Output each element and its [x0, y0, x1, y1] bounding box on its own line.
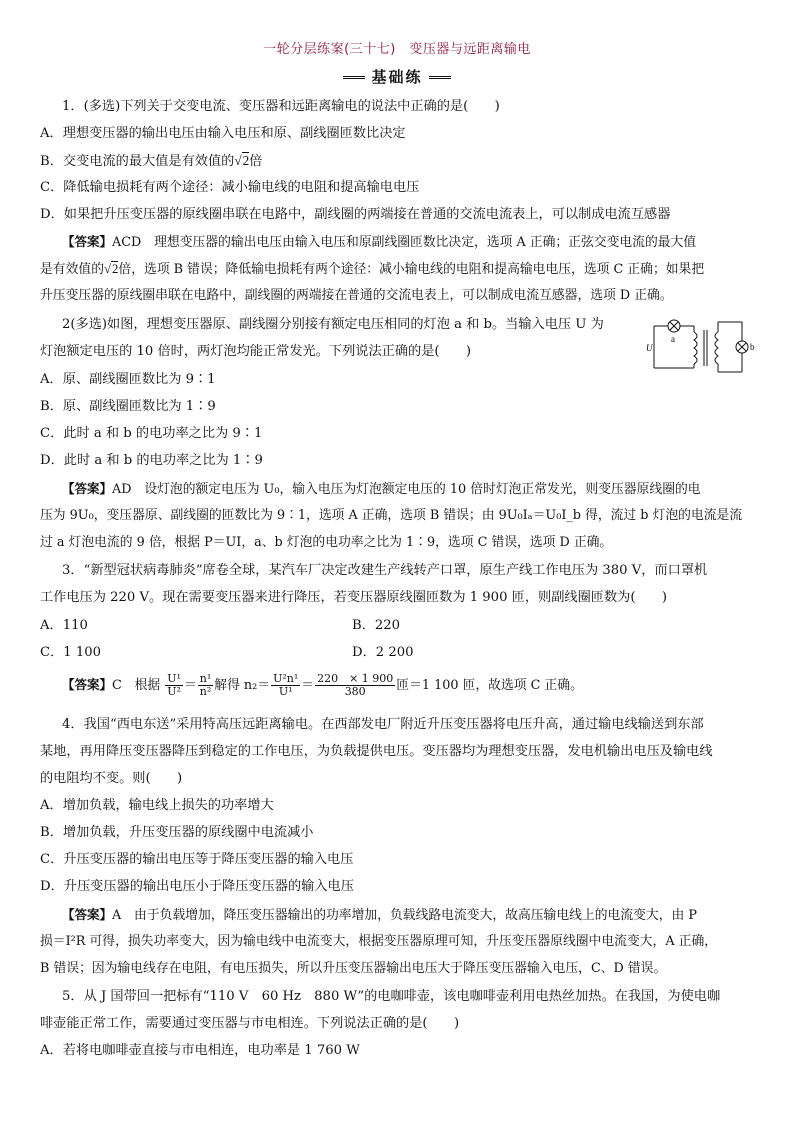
- q1-option-c: C．降低输电损耗有两个途径：减小输电线的电阻和提高输电电压: [40, 180, 420, 195]
- q3-answer-choice: C 根据: [112, 678, 161, 693]
- equals-sign: ＝: [183, 678, 197, 693]
- q4-stem-line-1: 4．我国“西电东送”采用特高压远距离输电。在西部发电厂附近升压变压器将电压升高，通过输电线输送到东部: [62, 717, 704, 732]
- q4-answer-line-2: 损＝I²R 可得，损失功率变大，因为输电线中电流变大，根据变压器原理可知，升压变压器原线圈中电流变大，A 正确，: [40, 934, 718, 949]
- q4-option-d: D．升压变压器的输出电压小于降压变压器的输入电压: [40, 879, 354, 894]
- q4-option-b: B．增加负载，升压变压器的原线圈中电流减小: [40, 825, 314, 840]
- sqrt-radicand: 2: [242, 153, 250, 168]
- q1-answer-line-3: 升压变压器的原线圈串联在电路中，副线圈的两端接在普通的交流电表上，可以制成电流互感器，选项 D 正确。: [40, 288, 673, 303]
- q5-stem-line-2: 啡壶能正常工作，需要通过变压器与市电相连。下列说法正确的是( ): [40, 1016, 460, 1031]
- sqrt-symbol: √2: [103, 262, 119, 276]
- q1-option-b-text: B．交变电流的最大值是有效值的: [40, 154, 235, 169]
- q2-answer-line-2: 压为 9U₀，变压器原、副线圈的匝数比为 9∶1，选项 A 正确，选项 B 错误；由 9U₀Iₐ＝U₀I_b 得，流过 b 灯泡的电流是流: [40, 508, 743, 523]
- q3-stem-line-1: 3．“新型冠状病毒肺炎”席卷全球，某汽车厂决定改建生产线转产口罩，原生产线工作电压为 380 V，而口罩机: [62, 563, 708, 578]
- q5-stem-line-1: 5．从 J 国带回一把标有“110 V 60 Hz 880 W”的电咖啡壶，该电咖啡壶利用电热丝加热。在我国，为使电咖: [62, 989, 721, 1004]
- q1-answer-text-2a: 是有效值的: [40, 262, 104, 277]
- q5-option-a: A．若将电咖啡壶直接与市电相连，电功率是 1 760 W: [40, 1043, 360, 1058]
- q1-option-d: D．如果把升压变压器的原线圈串联在电路中，副线圈的两端接在普通的交流电流表上，可以制成电流互感器: [40, 207, 671, 222]
- fraction-numerator: n¹: [199, 672, 212, 685]
- section-title: 基础练: [371, 68, 423, 86]
- transformer-circuit-diagram: [646, 316, 758, 378]
- q2-stem-line-1: 2(多选)如图，理想变压器原、副线圈分别接有额定电压相同的灯泡 a 和 b。当输入电压 U 为: [62, 317, 604, 332]
- q3-answer-tail: 匝＝1 100 匝，故选项 C 正确。: [396, 678, 583, 693]
- fraction-n1-n2: [198, 673, 214, 698]
- q1-answer-line-2: [40, 260, 756, 279]
- q1-answer-text: ACD 理想变压器的输出电压由输入电压和原副线圈匝数比决定，选项 A 正确；正弦交变电流的最大值: [112, 235, 697, 250]
- answer-tag: 【答案】: [62, 907, 113, 922]
- q2-answer-line-3: 过 a 灯泡电流的 9 倍，根据 P＝UI，a、b 灯泡的电功率之比为 1∶9，选项 C 错误，选项 D 正确。: [40, 535, 613, 550]
- q3-option-b: B．220: [352, 618, 401, 633]
- q1-stem: 1．(多选)下列关于交变电流、变压器和远距离输电的说法中正确的是( ): [62, 99, 500, 114]
- q3-options-row-1: [40, 617, 756, 635]
- q2-option-a: A．原、副线圈匝数比为 9∶1: [40, 372, 216, 387]
- page-title: 一轮分层练案(三十七) 变压器与远距离输电: [263, 42, 531, 57]
- fraction-u1-u2: [165, 673, 183, 698]
- fraction-values: [315, 673, 395, 698]
- q1-answer-line-1: [62, 233, 778, 252]
- q3-options-row-2: [40, 644, 756, 662]
- answer-tag: 【答案】: [62, 481, 113, 496]
- q4-answer-line-3: B 错误；因为输电线存在电阻，有电压损失，所以升压变压器输出电压大于降压变压器输入电压，C、D 错误。: [40, 961, 667, 976]
- q4-answer-line-1: [62, 906, 778, 925]
- q4-answer-text: A 由于负载增加，降压变压器输出的功率增加，负载线路电流变大，故高压输电线上的电流变大，由 P: [112, 908, 697, 923]
- label-bulb-b: b: [750, 342, 755, 352]
- q2-option-b: B．原、副线圈匝数比为 1∶9: [40, 399, 216, 414]
- section-heading: [0, 66, 794, 87]
- q3-answer: [62, 671, 778, 700]
- sqrt-symbol: √2: [234, 153, 250, 168]
- equals-sign: ＝: [301, 678, 315, 693]
- label-bulb-a: a: [671, 334, 675, 344]
- q4-option-c: C．升压变压器的输出电压等于降压变压器的输入电压: [40, 852, 354, 867]
- label-voltage-u: U: [646, 343, 653, 353]
- q1-answer-text-2b: 倍，选项 B 错误；降低输电损耗有两个途径：减小输电线的电阻和提高输电电压，选项 C 正确；如果把: [118, 262, 705, 277]
- answer-tag: 【答案】: [62, 677, 113, 692]
- q3-option-a: A．110: [40, 618, 88, 633]
- q3-option-d: D．2 200: [352, 645, 414, 660]
- sqrt-radicand: 2: [112, 262, 119, 276]
- heading-rule-left: [343, 76, 365, 79]
- fraction-denominator: U¹: [278, 685, 293, 698]
- q3-stem-line-2: 工作电压为 220 V。现在需要变压器来进行降压，若变压器原线圈匝数为 1 900 匝，则副线圈匝数为( ): [40, 590, 668, 605]
- answer-tag: 【答案】: [62, 234, 113, 249]
- fraction-numerator: U¹: [167, 672, 181, 685]
- fraction-denominator: U²: [167, 685, 181, 698]
- q4-option-a: A．增加负载，输电线上损失的功率增大: [40, 798, 274, 813]
- q2-stem-line-2: 灯泡额定电压的 10 倍时，两灯泡均能正常发光。下列说法正确的是( ): [40, 344, 472, 359]
- q4-stem-line-2: 某地，再用降压变压器降压到稳定的工作电压，为负载提供电压。变压器均为理想变压器，发电机输出电压及输电线: [40, 744, 713, 759]
- heading-rule-right: [429, 76, 451, 79]
- fraction-denominator: n²: [199, 685, 212, 698]
- fraction-numerator: U²n¹: [273, 672, 299, 685]
- q1-option-b: [40, 152, 756, 171]
- q2-option-d: D．此时 a 和 b 的电功率之比为 1∶9: [40, 453, 263, 468]
- fraction-denominator: 380: [344, 685, 366, 698]
- q3-option-c: C．1 100: [40, 645, 102, 660]
- q2-answer-line-1: [62, 480, 778, 499]
- q4-stem-line-3: 的电阻均不变。则( ): [40, 771, 183, 786]
- q1-option-b-tail: 倍: [249, 154, 263, 169]
- q2-answer-text: AD 设灯泡的额定电压为 U₀，输入电压为灯泡额定电压的 10 倍时灯泡正常发光，则变压器原线圈的电: [112, 482, 701, 497]
- fraction-numerator: 220 × 1 900: [317, 672, 394, 685]
- fraction-u2n1-u1: [271, 673, 300, 698]
- q2-option-c: C．此时 a 和 b 的电功率之比为 9∶1: [40, 426, 263, 441]
- q3-solve-text: 解得 n₂＝: [214, 678, 271, 693]
- q1-option-a: A．理想变压器的输出电压由输入电压和原、副线圈匝数比决定: [40, 126, 406, 141]
